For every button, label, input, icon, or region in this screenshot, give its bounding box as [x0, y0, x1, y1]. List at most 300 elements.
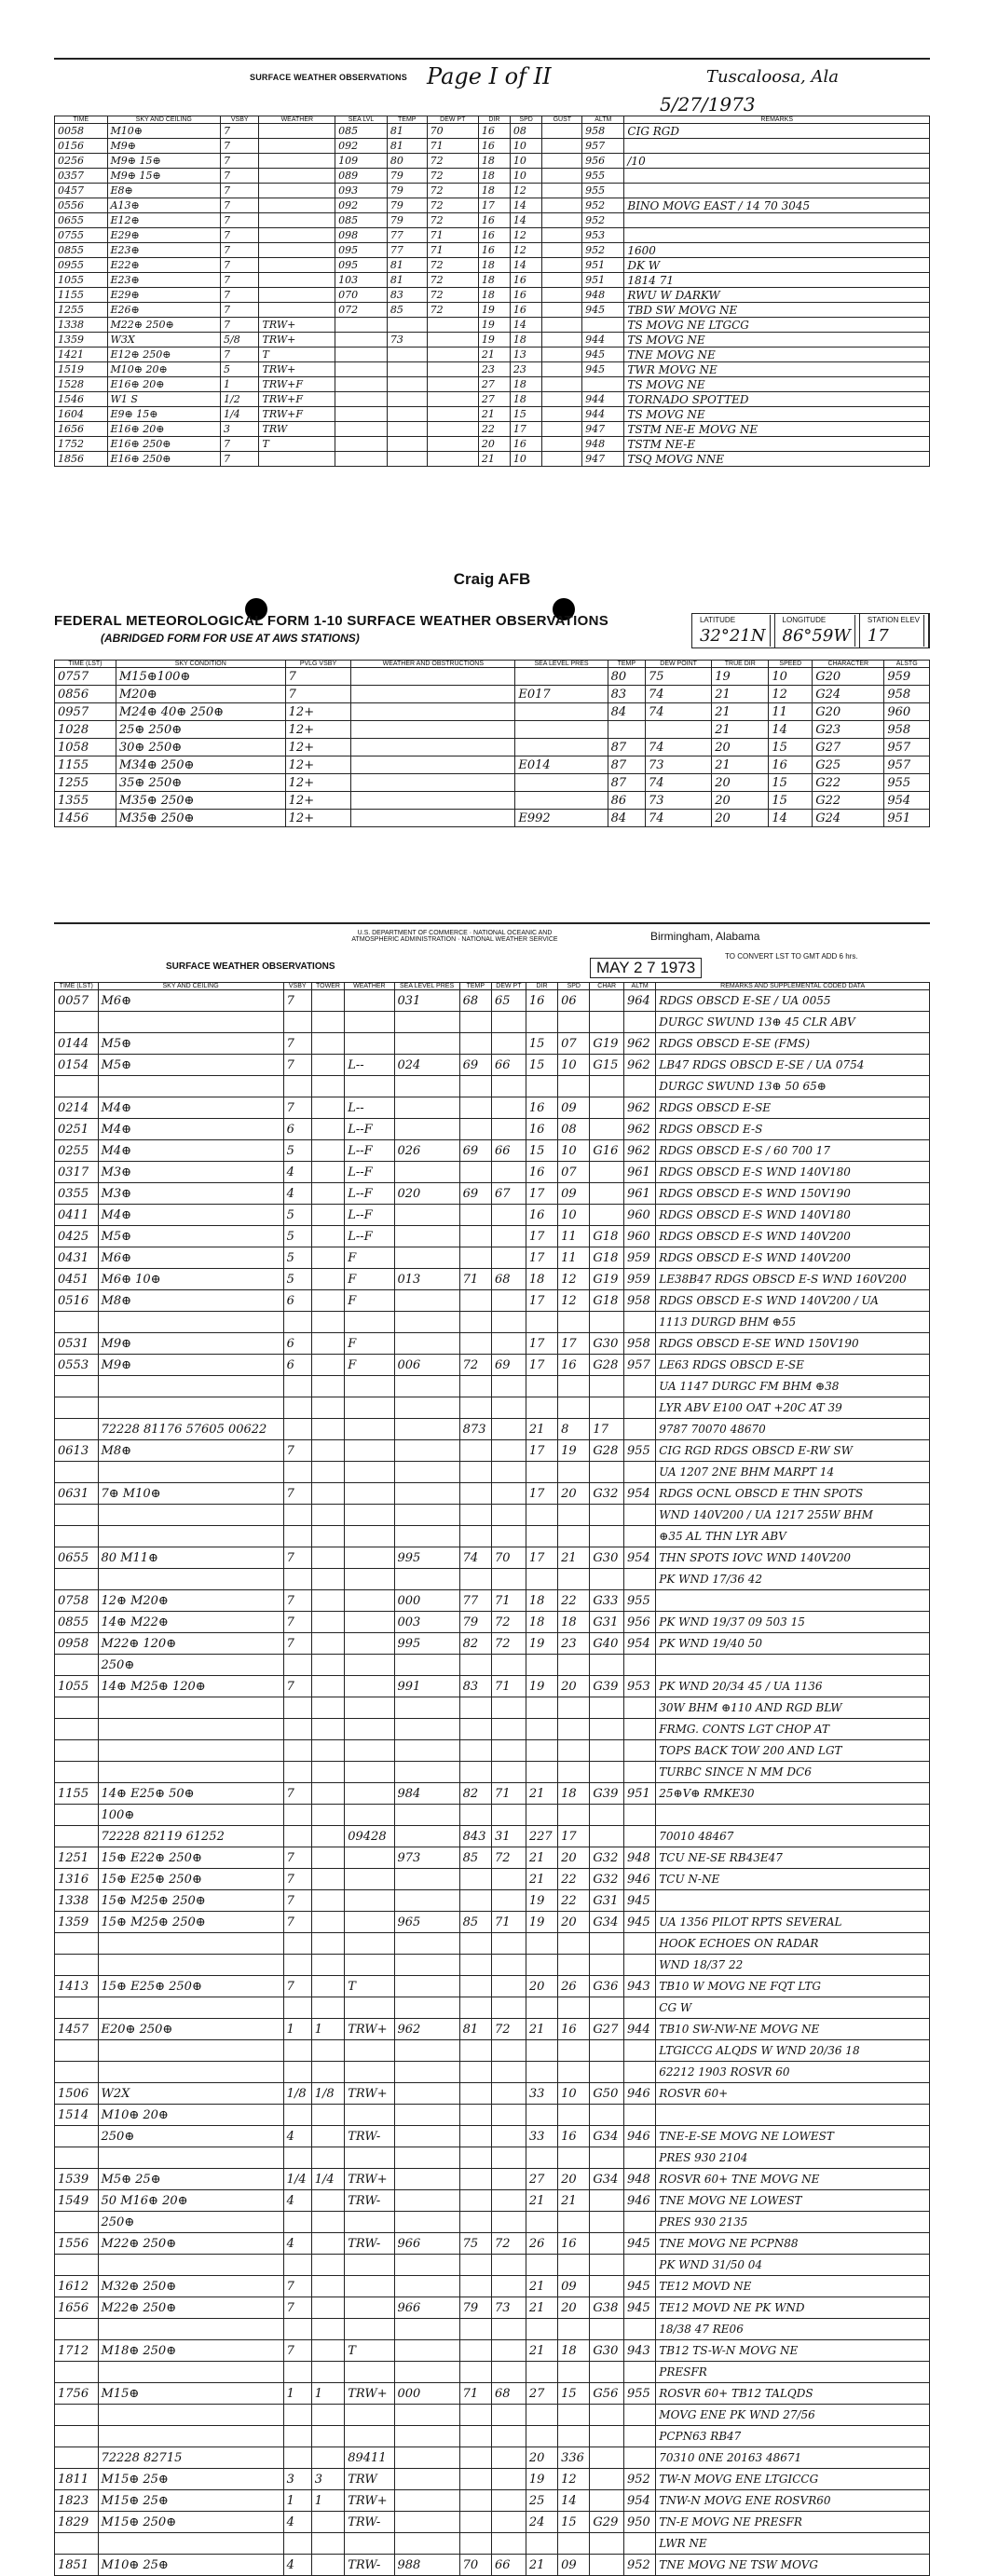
table-cell: 79 — [387, 184, 427, 198]
table-cell: 20 — [558, 1847, 590, 1869]
table-cell: TE12 MOVD NE PK WND — [656, 2297, 930, 2319]
sheet2-col-header: TEMP — [608, 661, 645, 668]
table-cell — [55, 2062, 99, 2083]
table-cell: 74 — [459, 1547, 491, 1569]
table-cell — [394, 2469, 459, 2490]
table-cell: 946 — [623, 2083, 655, 2105]
table-cell — [623, 1312, 655, 1333]
table-cell: 957 — [884, 739, 930, 756]
table-cell — [283, 2212, 311, 2233]
table-cell — [55, 1076, 99, 1097]
table-cell: M5⊕ 25⊕ — [98, 2169, 283, 2190]
table-cell — [623, 2212, 655, 2233]
table-cell — [345, 1076, 394, 1097]
table-cell: 952 — [582, 213, 624, 228]
table-cell: G19 — [590, 1033, 624, 1055]
table-cell: 0355 — [55, 1183, 99, 1205]
table-row — [55, 139, 930, 154]
table-cell: LE63 RDGS OBSCD E-SE — [656, 1355, 930, 1376]
table-cell — [283, 2147, 311, 2169]
table-cell — [526, 1312, 557, 1333]
table-cell: 960 — [623, 1205, 655, 1226]
table-cell: 19 — [478, 318, 510, 333]
table-cell — [491, 2190, 526, 2212]
table-cell: 7 — [221, 318, 259, 333]
table-cell: 958 — [884, 721, 930, 739]
table-cell: 71 — [459, 2383, 491, 2405]
table-cell: L--F — [345, 1140, 394, 1162]
table-cell — [427, 407, 478, 422]
table-cell: 30W BHM ⊕110 AND RGD BLW — [656, 1697, 930, 1719]
table-cell — [283, 2105, 311, 2126]
table-cell: G32 — [590, 1483, 624, 1505]
table-cell: G23 — [813, 721, 884, 739]
table-cell: G20 — [813, 668, 884, 686]
table-cell — [459, 2040, 491, 2062]
table-row — [55, 1419, 930, 1440]
table-cell: TRW — [259, 422, 335, 437]
sheet2-form-subtitle: (ABRIDGED FORM FOR USE AT AWS STATIONS) — [101, 632, 360, 645]
table-cell: M6⊕ 10⊕ — [98, 1269, 283, 1290]
sheet1-col-header: SPD — [510, 116, 542, 124]
table-cell: 08 — [558, 1119, 590, 1140]
table-cell: 1113 DURGD BHM ⊕55 — [656, 1312, 930, 1333]
table-cell — [394, 1762, 459, 1783]
table-cell — [542, 303, 582, 318]
table-cell — [55, 1762, 99, 1783]
table-cell: 1456 — [55, 810, 116, 827]
table-cell — [590, 2447, 624, 2469]
table-row — [55, 2083, 930, 2105]
table-cell — [590, 2319, 624, 2340]
table-cell: 1255 — [55, 303, 108, 318]
table-cell: 1 — [311, 2383, 344, 2405]
table-cell — [311, 1676, 344, 1697]
table-row — [55, 243, 930, 258]
table-cell — [427, 422, 478, 437]
table-cell: 20 — [712, 774, 769, 792]
table-cell — [558, 2533, 590, 2555]
table-cell — [55, 1462, 99, 1483]
table-cell: 16 — [478, 139, 510, 154]
table-cell — [259, 303, 335, 318]
table-cell: T — [259, 348, 335, 362]
table-row — [55, 2126, 930, 2147]
table-cell: TW-N MOVG ENE LTGICCG — [656, 2469, 930, 2490]
table-cell — [311, 1269, 344, 1290]
table-cell: M3⊕ — [98, 1162, 283, 1183]
table-cell: TCU NE-SE RB43E47 — [656, 1847, 930, 1869]
table-cell: 7 — [283, 1440, 311, 1462]
table-cell — [558, 2040, 590, 2062]
table-cell: 6 — [283, 1119, 311, 1140]
table-cell — [394, 1805, 459, 1826]
table-cell: 4 — [283, 2190, 311, 2212]
table-cell — [526, 2147, 557, 2169]
table-cell: 74 — [646, 774, 712, 792]
table-cell — [345, 990, 394, 1012]
table-cell: 06 — [558, 990, 590, 1012]
table-cell: CIG RGD RDGS OBSCD E-RW SW — [656, 1440, 930, 1462]
table-cell — [345, 1590, 394, 1612]
table-cell — [515, 792, 608, 810]
table-row — [55, 2040, 930, 2062]
table-cell — [459, 2426, 491, 2447]
table-cell: TNE MOVG NE — [624, 348, 930, 362]
sheet2-table — [54, 660, 930, 827]
table-cell — [345, 1462, 394, 1483]
latitude-label: LATITUDE — [696, 615, 771, 625]
table-cell — [590, 1462, 624, 1483]
table-cell — [491, 1740, 526, 1762]
table-cell — [283, 2040, 311, 2062]
table-cell — [335, 437, 388, 452]
table-cell: 961 — [623, 1183, 655, 1205]
table-cell: 962 — [623, 1119, 655, 1140]
table-cell — [311, 1483, 344, 1505]
table-cell — [590, 1076, 624, 1097]
table-row — [55, 1033, 930, 1055]
table-row — [55, 1762, 930, 1783]
table-cell: 20 — [558, 2169, 590, 2190]
table-cell: 21 — [558, 1547, 590, 1569]
table-cell: 1338 — [55, 1890, 99, 1912]
table-cell: 23 — [510, 362, 542, 377]
table-cell — [542, 184, 582, 198]
table-cell — [394, 2190, 459, 2212]
table-cell: 84 — [608, 810, 645, 827]
sheet1-col-header: SKY AND CEILING — [107, 116, 220, 124]
table-cell — [311, 1847, 344, 1869]
table-cell — [459, 2533, 491, 2555]
table-cell: TRW+ — [345, 2019, 394, 2040]
table-cell — [311, 2147, 344, 2169]
table-cell — [259, 169, 335, 184]
table-cell — [459, 2083, 491, 2105]
table-cell — [558, 1762, 590, 1783]
table-cell: TRW — [345, 2469, 394, 2490]
table-cell: 946 — [623, 1869, 655, 1890]
table-cell: G30 — [590, 2340, 624, 2362]
table-row — [55, 1505, 930, 1526]
table-cell: 15 — [526, 1140, 557, 1162]
table-cell — [491, 1655, 526, 1676]
table-cell: 73 — [387, 333, 427, 348]
table-cell: 952 — [582, 243, 624, 258]
table-cell — [623, 2362, 655, 2383]
table-cell: PK WND 31/50 04 — [656, 2255, 930, 2276]
table-cell — [624, 184, 930, 198]
table-cell: 89411 — [345, 2447, 394, 2469]
table-cell: F — [345, 1269, 394, 1290]
table-cell: 955 — [623, 1590, 655, 1612]
table-cell — [55, 1526, 99, 1547]
table-cell: 7 — [221, 303, 259, 318]
table-cell — [459, 2469, 491, 2490]
table-cell: WND 18/37 22 — [656, 1955, 930, 1976]
table-cell — [98, 2147, 283, 2169]
table-cell — [55, 1012, 99, 1033]
sheet3-table — [54, 982, 930, 2576]
table-cell — [394, 1162, 459, 1183]
table-cell: 17 — [526, 1483, 557, 1505]
table-cell: 71 — [491, 1912, 526, 1933]
table-cell — [311, 2340, 344, 2362]
table-cell: 87 — [608, 739, 645, 756]
table-cell — [558, 1719, 590, 1740]
table-cell: 79 — [459, 2297, 491, 2319]
table-cell: G28 — [590, 1440, 624, 1462]
table-cell: 83 — [387, 288, 427, 303]
table-cell: RDGS OCNL OBSCD E THN SPOTS — [656, 1483, 930, 1505]
table-cell — [98, 1762, 283, 1783]
table-cell: RDGS OBSCD E-S WND 140V180 — [656, 1205, 930, 1226]
table-cell: 095 — [335, 258, 388, 273]
table-cell: 16 — [510, 437, 542, 452]
sheet3-col-header: DIR — [526, 983, 557, 990]
sheet1-col-header: TIME — [55, 116, 108, 124]
table-cell — [526, 2255, 557, 2276]
table-cell: M18⊕ 250⊕ — [98, 2340, 283, 2362]
table-cell: 79 — [387, 198, 427, 213]
table-cell: 14⊕ M25⊕ 120⊕ — [98, 1676, 283, 1697]
table-cell: 1514 — [55, 2105, 99, 2126]
table-cell — [345, 1312, 394, 1333]
table-row — [55, 1590, 930, 1612]
table-cell — [335, 407, 388, 422]
table-cell — [491, 1933, 526, 1955]
table-cell — [311, 1633, 344, 1655]
table-cell: 0613 — [55, 1440, 99, 1462]
table-cell: 0958 — [55, 1633, 99, 1655]
table-cell: 966 — [394, 2297, 459, 2319]
table-cell — [491, 1312, 526, 1333]
table-cell: 1752 — [55, 437, 108, 452]
table-cell — [55, 1826, 99, 1847]
table-row — [55, 1569, 930, 1590]
table-cell: 71 — [427, 243, 478, 258]
table-cell: 21 — [526, 2340, 557, 2362]
table-cell: 19 — [526, 2469, 557, 2490]
table-cell: G34 — [590, 1912, 624, 1933]
table-cell — [98, 1076, 283, 1097]
table-cell — [351, 810, 515, 827]
table-cell — [98, 2405, 283, 2426]
table-cell — [623, 1762, 655, 1783]
table-cell — [526, 1462, 557, 1483]
sheet3-date: MAY 2 7 1973 — [590, 958, 702, 978]
table-cell: PCPN63 RB47 — [656, 2426, 930, 2447]
table-cell: RDGS OBSCD E-S WND 140V200 / UA — [656, 1290, 930, 1312]
table-cell — [623, 1526, 655, 1547]
table-cell — [394, 1419, 459, 1440]
table-cell: 013 — [394, 1269, 459, 1290]
table-cell — [459, 1462, 491, 1483]
table-row — [55, 2447, 930, 2469]
table-cell — [259, 139, 335, 154]
table-cell: 14 — [769, 810, 813, 827]
table-cell — [491, 1033, 526, 1055]
table-cell — [311, 1226, 344, 1247]
table-cell: M15⊕ 25⊕ — [98, 2469, 283, 2490]
table-cell — [345, 1376, 394, 1397]
table-cell: G27 — [590, 2019, 624, 2040]
table-cell — [542, 154, 582, 169]
table-cell: 21 — [712, 721, 769, 739]
table-row — [55, 2105, 930, 2126]
table-cell: E23⊕ — [107, 243, 220, 258]
table-cell: 20 — [712, 810, 769, 827]
sheet3-col-header: SPD — [558, 983, 590, 990]
table-cell: 21 — [526, 2297, 557, 2319]
table-cell: M4⊕ — [98, 1205, 283, 1226]
table-cell: G16 — [590, 1140, 624, 1162]
table-cell: RDGS OBSCD E-S WND 140V180 — [656, 1162, 930, 1183]
table-cell: 19 — [478, 303, 510, 318]
table-cell: L--F — [345, 1183, 394, 1205]
table-cell — [351, 739, 515, 756]
table-cell: 954 — [623, 1483, 655, 1505]
table-cell — [98, 1462, 283, 1483]
table-cell: F — [345, 1247, 394, 1269]
table-cell: 950 — [623, 2512, 655, 2533]
table-cell: 5 — [283, 1140, 311, 1162]
table-row — [55, 1269, 930, 1290]
table-cell: 17 — [526, 1183, 557, 1205]
sheet3-col-header: TOWER — [311, 983, 344, 990]
table-cell: L--F — [345, 1119, 394, 1140]
table-cell: 12 — [510, 184, 542, 198]
table-cell: 17 — [526, 1333, 557, 1355]
table-cell: 18 — [526, 1590, 557, 1612]
table-row — [55, 756, 930, 774]
table-cell — [283, 1697, 311, 1719]
table-cell — [590, 1655, 624, 1676]
table-cell — [387, 452, 427, 467]
table-cell — [98, 1376, 283, 1397]
table-cell — [558, 1312, 590, 1333]
table-cell: 945 — [582, 362, 624, 377]
table-cell: 79 — [387, 169, 427, 184]
table-cell — [459, 2490, 491, 2512]
table-cell: 72 — [427, 198, 478, 213]
table-cell — [526, 1740, 557, 1762]
table-cell — [558, 2255, 590, 2276]
table-cell — [55, 1933, 99, 1955]
table-cell — [98, 1697, 283, 1719]
table-cell: 5 — [283, 1247, 311, 1269]
table-cell: G33 — [590, 1590, 624, 1612]
table-cell: CIG RGD — [624, 124, 930, 139]
table-cell: M9⊕ — [98, 1333, 283, 1355]
table-cell — [394, 1740, 459, 1762]
table-cell — [283, 2362, 311, 2383]
table-cell: E014 — [515, 756, 608, 774]
table-cell: PRES 930 2135 — [656, 2212, 930, 2233]
table-row — [55, 1869, 930, 1890]
table-cell: 962 — [394, 2019, 459, 2040]
table-cell — [459, 1312, 491, 1333]
table-cell — [98, 1312, 283, 1333]
table-cell: G31 — [590, 1890, 624, 1912]
sheet3-col-header: VSBY — [283, 983, 311, 990]
table-cell: 946 — [623, 2126, 655, 2147]
table-cell: 20 — [526, 2447, 557, 2469]
table-cell: 33 — [526, 2126, 557, 2147]
table-cell — [311, 1097, 344, 1119]
table-cell: 0058 — [55, 124, 108, 139]
table-cell: 1457 — [55, 2019, 99, 2040]
table-cell — [283, 1826, 311, 1847]
table-cell: 0451 — [55, 1269, 99, 1290]
sheet1-col-header: DIR — [478, 116, 510, 124]
table-cell — [491, 1247, 526, 1269]
table-cell: UA 1207 2NE BHM MARPT 14 — [656, 1462, 930, 1483]
table-cell: 7 — [283, 2297, 311, 2319]
table-cell: 955 — [623, 1440, 655, 1462]
table-cell — [345, 2362, 394, 2383]
table-cell: 953 — [623, 1676, 655, 1697]
table-cell: 7 — [283, 2340, 311, 2362]
table-cell — [491, 2169, 526, 2190]
table-cell — [623, 1076, 655, 1097]
table-cell: TRW+ — [259, 362, 335, 377]
table-cell — [623, 1955, 655, 1976]
table-cell: 0057 — [55, 990, 99, 1012]
table-row — [55, 1376, 930, 1397]
table-cell: RDGS OBSCD E-SE (FMS) — [656, 1033, 930, 1055]
table-cell — [311, 1590, 344, 1612]
table-cell: 7⊕ M10⊕ — [98, 1483, 283, 1505]
table-cell: G22 — [813, 774, 884, 792]
table-cell: 227 — [526, 1826, 557, 1847]
table-cell: M15⊕ 250⊕ — [98, 2512, 283, 2533]
table-cell: 72 — [427, 303, 478, 318]
table-cell: 72228 81176 57605 00622 — [98, 1419, 283, 1440]
table-cell: T — [345, 1976, 394, 1997]
table-cell: G18 — [590, 1226, 624, 1247]
table-cell — [590, 2490, 624, 2512]
table-cell: TB10 W MOVG NE FQT LTG — [656, 1976, 930, 1997]
table-cell: 962 — [623, 1097, 655, 1119]
table-cell: 16 — [526, 1097, 557, 1119]
table-cell: 1338 — [55, 318, 108, 333]
table-cell — [526, 1076, 557, 1097]
table-cell — [590, 1312, 624, 1333]
table-cell: ROSVR 60+ TB12 TALQDS — [656, 2383, 930, 2405]
table-cell: TRW- — [345, 2512, 394, 2533]
table-cell — [394, 2426, 459, 2447]
table-cell: 72 — [491, 1633, 526, 1655]
table-cell: G18 — [590, 1247, 624, 1269]
table-cell — [542, 362, 582, 377]
table-cell: WND 140V200 / UA 1217 255W BHM — [656, 1505, 930, 1526]
table-cell — [459, 2319, 491, 2340]
table-cell — [335, 362, 388, 377]
longitude-value: 86°59W — [779, 625, 855, 647]
table-cell: 1756 — [55, 2383, 99, 2405]
table-cell — [590, 2212, 624, 2233]
table-cell: 5/8 — [221, 333, 259, 348]
table-cell: 1539 — [55, 2169, 99, 2190]
table-cell: 089 — [335, 169, 388, 184]
table-cell — [491, 2212, 526, 2233]
table-cell: 109 — [335, 154, 388, 169]
table-cell: 19 — [712, 668, 769, 686]
table-cell: 945 — [623, 1912, 655, 1933]
table-cell: 960 — [884, 703, 930, 721]
table-cell — [345, 1526, 394, 1547]
